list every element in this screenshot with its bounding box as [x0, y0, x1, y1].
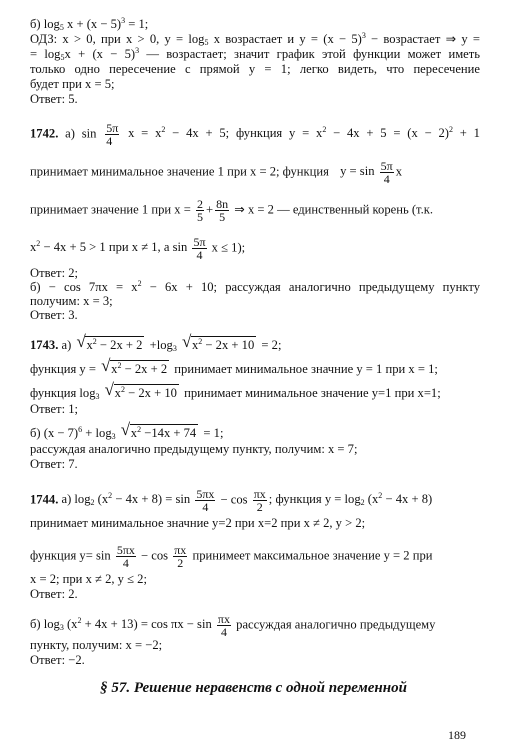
answer: Ответ: 3. [30, 308, 78, 322]
text-line: ОДЗ: x > 0, при x > 0, $y = \log_5 x$ возрастает и $y = (x - 5)^3$ − возрастает ⇒ y = [30, 31, 481, 47]
section-title: § 57. Решение неравенств с одной переменной [100, 680, 407, 696]
text-line: только одно пересечение с прямой y = 1; легко видеть, что пересечение [30, 62, 480, 76]
problem-1744-line: 1744. а) $\log_2 (x^2 - 4x + 8) = \sin$ $\frac{5\pi x}{4}$ − cos $\frac{\pi x}{2}$ ; функция $y = \log_2 (x^2 - 4x + 8)$ [30, 487, 433, 514]
fraction: $\frac{\pi x}{2}$ [174, 543, 187, 570]
fraction: $\frac{5\pi x}{4}$ [196, 487, 215, 514]
text-line: принимает значение 1 при x = $\frac{2}{5}$ + $\frac{8n}{5}$ ⇒ x = 2 — единственный корень (т.к. [30, 197, 434, 224]
fraction: $\frac{\pi x}{4}$ [217, 612, 230, 639]
radical: √ $x^2 -14x + 74$ [120, 420, 197, 440]
problem-1743-line: 1743. а) √ $x^2 - 2x + 2 +\log_3$ √ $x^2 - 2x + 10 = 2$; [30, 332, 282, 353]
fraction: $\frac{\pi x}{2}$ [253, 487, 266, 514]
text-line: б) $(x - 7)^6 + \log_3$ √ $x^2 -14x + 74 = 1$; [30, 420, 224, 441]
page-number: 189 [448, 728, 466, 742]
text-line: x = 2; при x ≠ 2, y ≤ 2; [30, 572, 147, 586]
text-line: функция y = √ $x^2 - 2x + 2$ принимает минимальное значние y = 1 при x = 1; [30, 356, 438, 376]
answer: Ответ: 1; [30, 402, 79, 416]
text-line: принимает минимальное значение 1 при x = 2; функция y = sin $\frac{5\pi}{4}$ x [30, 159, 403, 186]
text-line: = $\log_5x + (x - 5)^3$ — возрастает; значит график этой функции может иметь [30, 46, 480, 62]
text-line: функция $\log_3$ √ $x^2 - 2x + 10$ принимает минимальное значение y=1 при x=1; [30, 380, 441, 401]
text-line: получим: x = 3; [30, 294, 113, 308]
radical: √ $x^2 - 2x + 10$ [181, 332, 255, 352]
answer: Ответ: 2; [30, 266, 79, 280]
radical: √ $x^2 - 2x + 10$ [104, 380, 177, 400]
radical: √ $x^2 - 2x + 2$ [101, 356, 168, 376]
text-line: пункту, получим: x = −2; [30, 638, 163, 652]
text-line: б) $\log_5 x + (x - 5)^3 = 1$; [30, 16, 149, 32]
answer: Ответ: 2. [30, 587, 78, 601]
radical: √ $x^2 - 2x + 2$ [76, 332, 143, 352]
fraction: $\frac{5\pi}{4}$ [193, 235, 206, 262]
text: а) sin [65, 126, 97, 141]
text-line: $x^2 - 4x + 5 > 1$ при x ≠ 1, a sin $\frac{5\pi}{4}$ x ≤ 1); [30, 235, 246, 262]
text-line: $б) - \cos 7\pi x = x^2 - 6x + 10$; рассуждая аналогично предыдущему пункту [30, 279, 480, 294]
fraction: $\frac{5\pi}{4}$ [380, 159, 393, 186]
answer: Ответ: 7. [30, 457, 78, 471]
answer: Ответ: 5. [30, 92, 78, 106]
problem-number: 1743. [30, 338, 59, 352]
fraction: $\frac{8n}{5}$ [216, 197, 229, 224]
fraction: $\frac{5\pi x}{4}$ [116, 543, 135, 570]
problem-number: 1742. [30, 126, 59, 141]
text-line: б) $\log_3 (x^2 + 4x + 13) = \cos \pi x - \sin$ $\frac{\pi x}{4}$ рассуждая аналогично предыдущему [30, 612, 436, 639]
text-line: принимает минимальное значние y=2 при x=2 при x ≠ 2, y > 2; [30, 516, 366, 530]
problem-number: 1744. [30, 492, 59, 507]
problem-1742-line: 1742. а) sin $\frac{5\pi}{4}$ $x = x^2 - 4x + 5$; функция $y = x^2 - 4x + 5 = (x - 2)^2 + 1$ [30, 121, 480, 148]
answer: Ответ: −2. [30, 653, 85, 667]
fraction: $\frac{5\pi}{4}$ [106, 121, 119, 148]
text-line: функция y= sin $\frac{5\pi x}{4}$ − cos $\frac{\pi x}{2}$ принимеет максимальное значение y = 2 при [30, 543, 433, 570]
text-line: рассуждая аналогично предыдущему пункту, получим: x = 7; [30, 442, 358, 456]
text-line: будет при x = 5; [30, 77, 115, 91]
fraction: $\frac{2}{5}$ [197, 197, 203, 224]
